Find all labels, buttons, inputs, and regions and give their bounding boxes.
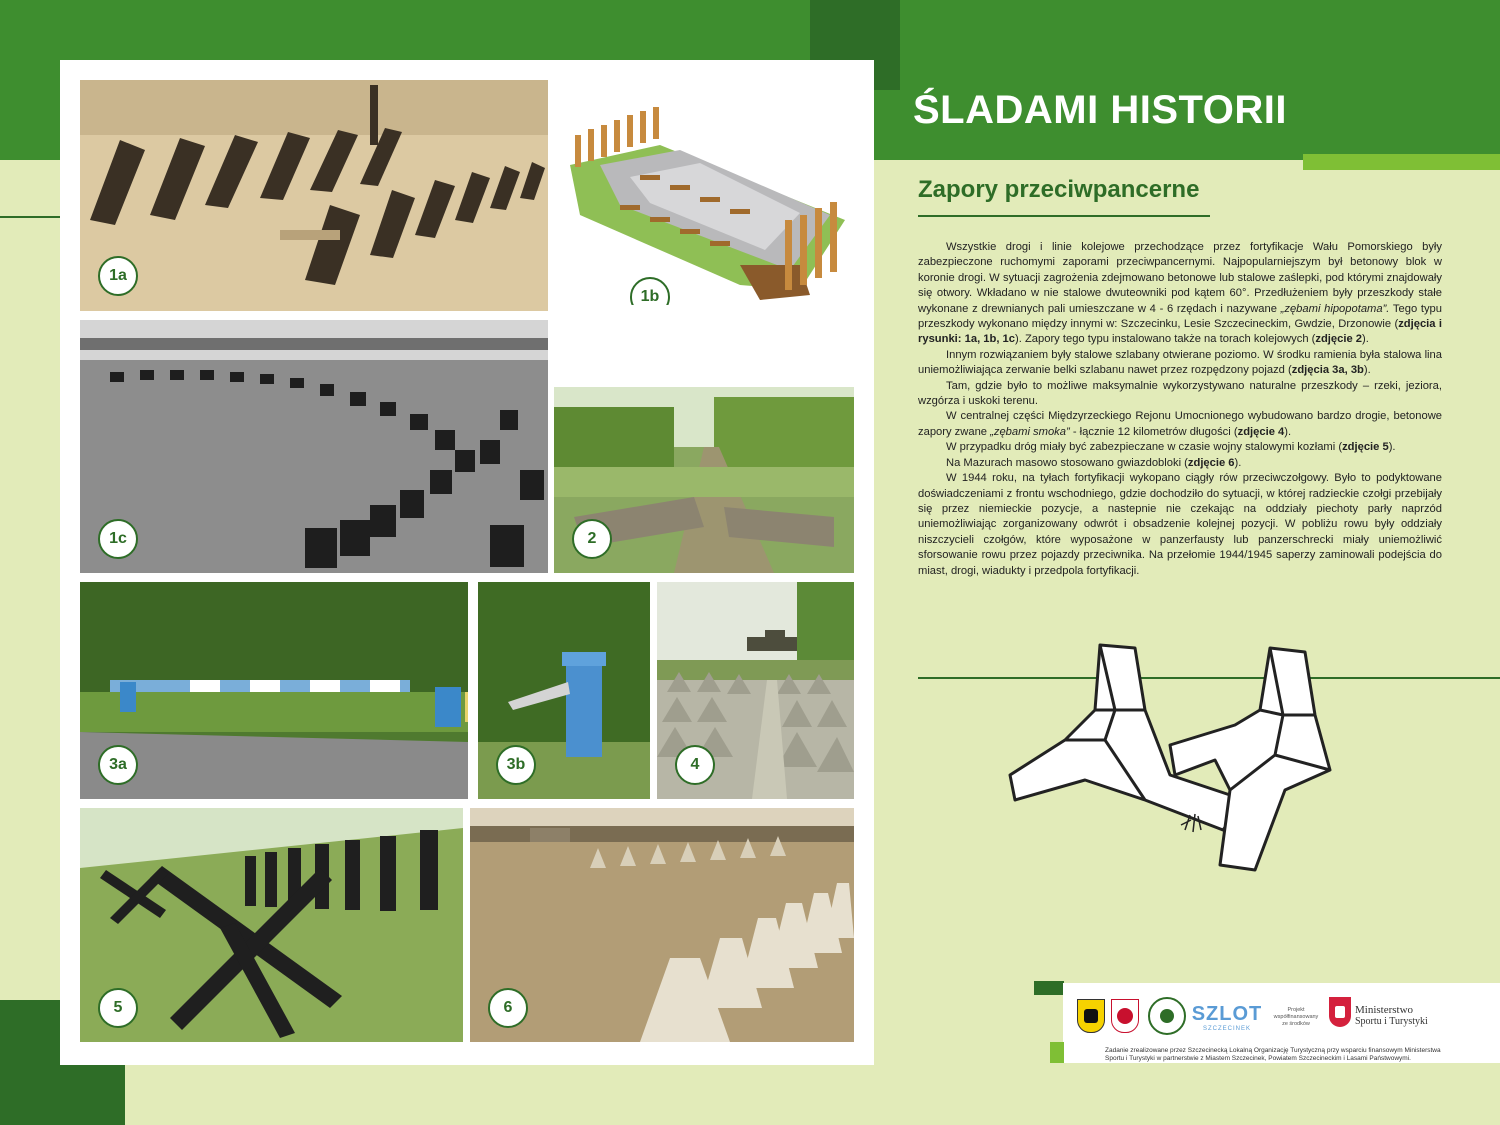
- photo-label-1c: 1c: [98, 519, 138, 559]
- photo-5: [80, 808, 463, 1042]
- photo-label-6: 6: [488, 988, 528, 1028]
- coat-of-arms-2-icon: [1111, 999, 1139, 1033]
- photo-1b-drawing: [560, 105, 860, 305]
- article-paragraph: W 1944 roku, na tyłach fortyfikacji wykopano ciągły rów przeciwczołgowy. Było to podyktowane doświadczeniami z frontu wschodniego, gdzie dochodziło do sytuacji, w której radzieckie czołgi przebijały się przez niemieckie pozycje, a nastepnie nie czekając na oddziały piechoty parły naprzód uniemożliwiając zorganizowany odwrót i obsadzenie kolejnej pozycji. W pobliżu rowu były oddziały niszczycieli czołgów, które wyposażone w panzerfausty lub panzerschrecki miały uniemożliwić sforsowanie rowu przez pojazdy przeciwnika. Na przełomie 1944/1945 saperzy zaminowali podejścia do miast, drogi, wiadukty i przedpola fortyfikacji.: [918, 472, 1442, 577]
- subtitle-underline: [918, 215, 1210, 217]
- article-paragraph: W centralnej części Międzyrzeckiego Rejonu Umocnionego wybudowano bardzo drogie, betonowe zapory zwane „zębami smoka” - łącznie 12 kilometrów długości (zdjęcie 4).: [918, 410, 1442, 438]
- polish-eagle-icon: [1329, 997, 1351, 1027]
- page-title: ŚLADAMI HISTORII: [913, 88, 1287, 132]
- funding-note: Zadanie zrealizowane przez Szczecinecką Lokalną Organizację Turystyczną przy wsparciu finansowym Ministerstwa Sportu i Turystyki w partnerstwie z Miastem Szczecinek, Powiatem Szczecineckim i Lasami Państwowymi.: [1105, 1047, 1441, 1062]
- article-text: [918, 240, 1442, 579]
- cofinance-note: Projekt współfinansowany ze środków: [1273, 1006, 1319, 1027]
- photo-3a: [80, 582, 468, 799]
- photo-4: [657, 582, 854, 799]
- article-paragraph: Wszystkie drogi i linie kolejowe przechodzące przez fortyfikacje Wału Pomorskiego były zabezpieczone ruchomymi zaporami przeciwpancernymi. Najpopularniejszym był betonowy blok w koronie drogi. W sytuacji zagrożenia zdejmowano betonowe lub stalowe zaślepki, pod którymi znajdowały się otwory. Wkładano w nie stalowe dwuteowniki pod kątem 60°. Przedłużeniem były przeszkody stałe wykonane z drewnianych pali umieszczane w 4 - 6 rzędach i nazywane „zębami hipopotama”. Tego typu przeszkody wykonano między innymi w: Szczecinku, Lesie Szczecineckim, Gwdzie, Drzonowie (zdjęcia i rysunki: 1a, 1b, 1c). Zapory tego typu instalowano także na torach kolejowych (zdjęcie 2).: [918, 241, 1442, 346]
- photo-1b: [560, 105, 860, 305]
- section-title: Zapory przeciwpancerne: [918, 176, 1200, 203]
- coat-of-arms-1-icon: [1077, 999, 1105, 1033]
- photo-1c-image: [80, 320, 548, 573]
- star-block-illustration: [1005, 640, 1335, 880]
- photo-6: [470, 808, 854, 1042]
- divider-line: [0, 216, 62, 218]
- photo-panel: [60, 60, 874, 1065]
- ministry-logo-text: Ministerstwo Sportu i Turystyki: [1355, 1004, 1428, 1027]
- photo-1a-image: [80, 80, 548, 311]
- photo-1c: [80, 320, 548, 573]
- photo-label-2: 2: [572, 519, 612, 559]
- article-paragraph: W przypadku dróg miały być zabezpieczane w czasie wojny stalowymi kozłami (zdjęcie 5).: [946, 441, 1396, 454]
- photo-3b: [478, 582, 650, 799]
- article-paragraph: Innym rozwiązaniem były stalowe szlabany otwierane poziomo. W środku ramienia była stalowa lina uniemożliwiająca zerwanie belki szlabanu nawet przez rozpędzony pojazd (zdjęcia 3a, 3b).: [918, 348, 1442, 377]
- photo-label-1a: 1a: [98, 256, 138, 296]
- article-paragraph: Tam, gdzie było to możliwe maksymalnie wykorzystywano naturalne przeszkody – rzeki, jeziora, wzgórza i uskoki terenu.: [918, 379, 1442, 408]
- photo-label-1b: 1b: [630, 277, 670, 305]
- szlot-logo: SZLOT SZCZECINEK: [1191, 1002, 1263, 1032]
- photo-label-5: 5: [98, 988, 138, 1028]
- photo-1a: [80, 80, 548, 311]
- footer-accent-bar: [1034, 981, 1064, 995]
- photo-2: [554, 387, 854, 573]
- article-paragraph: Na Mazurach masowo stosowano gwiazdobloki (zdjęcie 6).: [946, 456, 1242, 469]
- photo-3a-image: [80, 582, 468, 799]
- forestry-logo-icon: [1148, 997, 1186, 1035]
- footer-accent-bar: [1050, 1042, 1064, 1063]
- photo-label-4: 4: [675, 745, 715, 785]
- title-accent-stripe: [1303, 154, 1500, 170]
- photo-label-3a: 3a: [98, 745, 138, 785]
- photo-label-3b: 3b: [496, 745, 536, 785]
